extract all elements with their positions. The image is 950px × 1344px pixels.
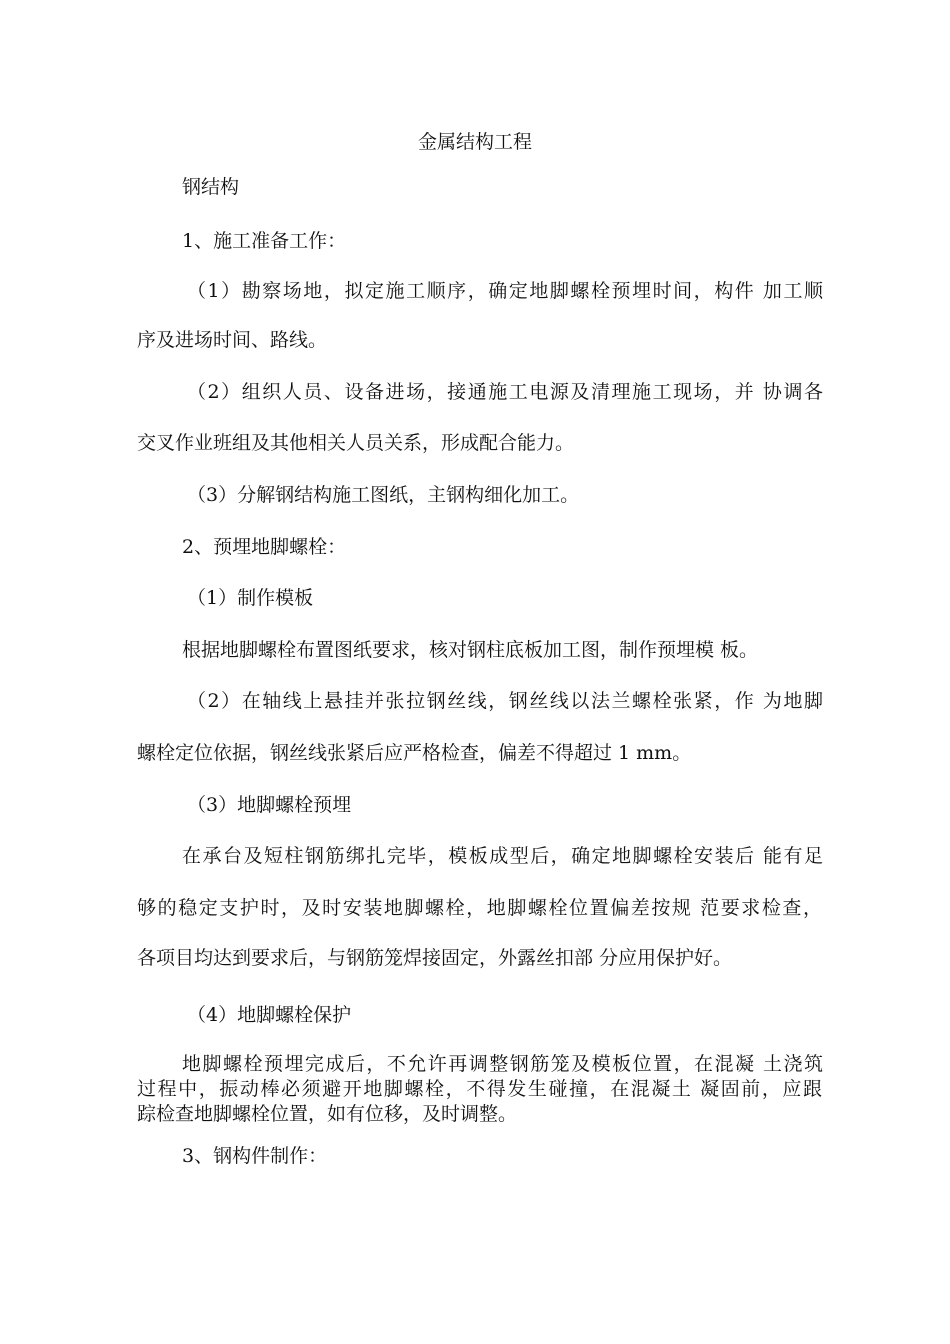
heading-2: 2、预埋地脚螺栓： [182, 536, 347, 558]
page-title: 金属结构工程 [417, 131, 532, 153]
paragraph-2-3-line-3: 各项目均达到要求后，与钢筋笼焊接固定，外露丝扣部 分应用保护好。 [137, 947, 733, 969]
paragraph-2-4-line-2: 过程中，振动棒必须避开地脚螺栓，不得发生碰撞，在混凝土 凝固前，应跟 [137, 1078, 822, 1100]
paragraph-2-3-line-1: 在承台及短柱钢筋绑扎完毕，模板成型后，确定地脚螺栓安装后 能有足 [182, 845, 823, 867]
subheading-2-3: （3）地脚螺栓预埋 [187, 794, 352, 816]
heading-3: 3、钢构件制作： [182, 1145, 328, 1167]
paragraph-2-2-line-1: （2）在轴线上悬挂并张拉钢丝线，钢丝线以法兰螺栓张紧，作 为地脚 [187, 690, 823, 712]
subheading-2-4: （4）地脚螺栓保护 [187, 1004, 352, 1026]
paragraph-1-1-line-2: 序及进场时间、路线。 [137, 329, 328, 351]
section-heading: 钢结构 [182, 176, 240, 198]
paragraph-2-1: 根据地脚螺栓布置图纸要求，核对钢柱底板加工图，制作预埋模 板。 [182, 639, 759, 661]
paragraph-2-2-line-2: 螺栓定位依据，钢丝线张紧后应严格检查，偏差不得超过 1 mm。 [137, 742, 692, 764]
paragraph-2-4-line-3: 踪检查地脚螺栓位置，如有位移，及时调整。 [137, 1103, 518, 1125]
paragraph-1-2-line-1: （2）组织人员、设备进场，接通施工电源及清理施工现场，并 协调各 [187, 381, 823, 403]
paragraph-1-1-line-1: （1）勘察场地，拟定施工顺序，确定地脚螺栓预埋时间，构件 加工顺 [187, 280, 823, 302]
paragraph-2-3-line-2: 够的稳定支护时，及时安装地脚螺栓，地脚螺栓位置偏差按规 范要求检查， [137, 897, 822, 919]
paragraph-1-2-line-2: 交叉作业班组及其他相关人员关系，形成配合能力。 [137, 432, 575, 454]
paragraph-2-4-line-1: 地脚螺栓预埋完成后，不允许再调整钢筋笼及模板位置，在混凝 土浇筑 [182, 1053, 823, 1075]
subheading-2-1: （1）制作模板 [187, 587, 314, 609]
heading-1: 1、施工准备工作： [182, 230, 347, 252]
paragraph-1-3: （3）分解钢结构施工图纸，主钢构细化加工。 [187, 484, 580, 506]
